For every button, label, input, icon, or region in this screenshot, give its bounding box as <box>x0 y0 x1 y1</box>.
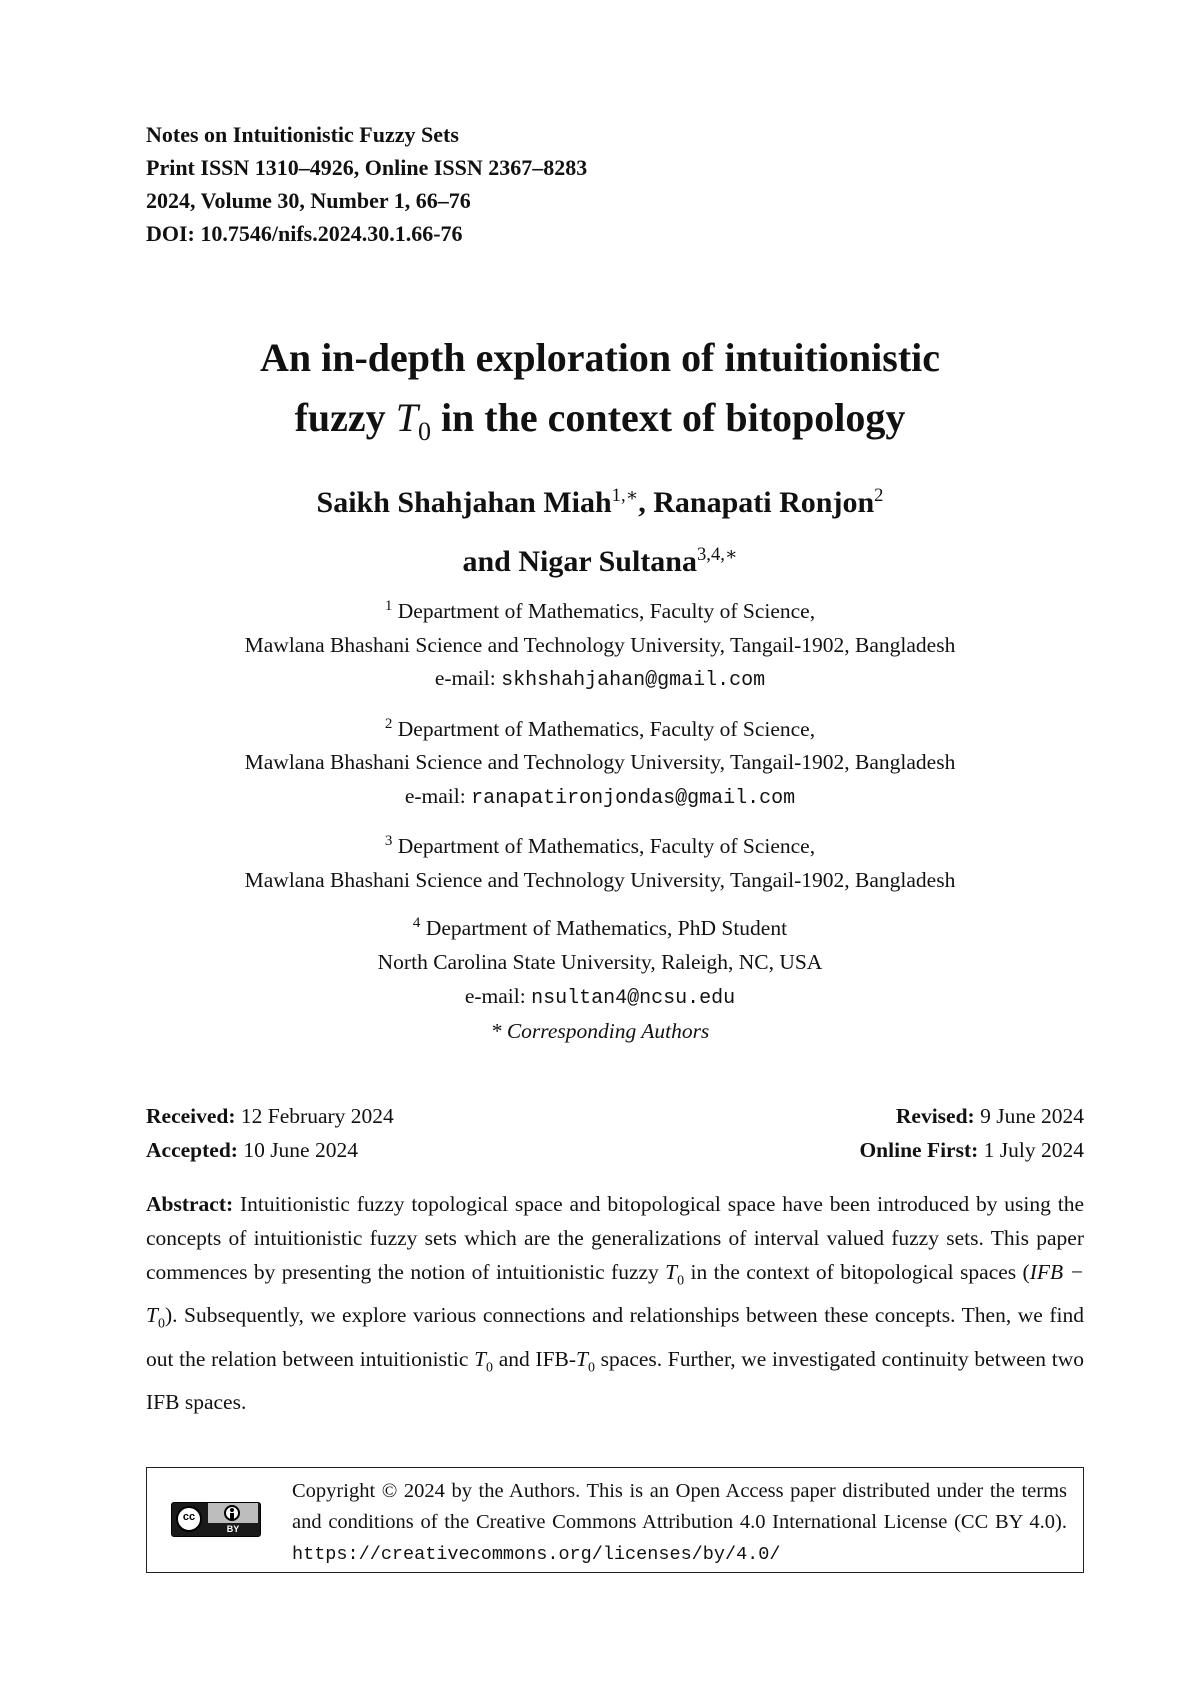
corresponding-note: * Corresponding Authors <box>490 1019 710 1044</box>
affiliation-4-dept: Department of Mathematics, PhD Student <box>425 916 788 941</box>
publication-dates <box>146 1099 1084 1167</box>
affiliation-1-num: 1 <box>384 598 393 614</box>
author-2: Ranapati Ronjon <box>653 486 875 519</box>
author-and: and <box>462 545 519 578</box>
abstract-math-4 <box>576 1346 595 1375</box>
author-list <box>0 470 1200 588</box>
abstract-text-2: in the context of bitopological spaces ( <box>684 1260 1030 1284</box>
journal-volume: 2024, Volume 30, Number 1, 66–76 <box>146 188 471 213</box>
abstract-math-2-symbol: IFB − T <box>146 1260 1085 1328</box>
journal-header <box>146 118 587 250</box>
attribution-person-icon <box>224 1505 240 1521</box>
affiliation-2 <box>0 708 1200 816</box>
online-first-date <box>859 1133 1084 1167</box>
affiliation-1 <box>0 590 1200 698</box>
affiliation-1-email-row <box>0 662 1200 698</box>
affiliation-4 <box>0 907 1200 1048</box>
email-link[interactable]: nsultan4@ncsu.edu <box>531 986 736 1010</box>
affiliation-2-dept: Department of Mathematics, Faculty of Science, <box>397 716 816 741</box>
journal-doi: DOI: 10.7546/nifs.2024.30.1.66-76 <box>146 221 463 246</box>
title-line-1: An in-depth exploration of intuitionistic <box>259 335 941 380</box>
dates-row-2 <box>146 1133 1084 1167</box>
license-text <box>292 1476 1067 1570</box>
license-box <box>146 1467 1084 1573</box>
title-math-sub: 0 <box>417 417 431 446</box>
email-label: e-mail: <box>404 783 472 808</box>
abstract-math-1-sub: 0 <box>677 1273 685 1289</box>
license-statement: Copyright © 2024 by the Authors. This is an Open Access paper distributed under the terms and conditions of the Creative Commons Attribution 4.0 International License (CC BY 4.0). <box>292 1480 1067 1533</box>
abstract-math-1-symbol: T <box>665 1260 678 1284</box>
abstract-label: Abstract: <box>146 1192 234 1216</box>
author-2-sup: 2 <box>874 485 884 506</box>
author-1-sup: 1,∗ <box>611 485 639 506</box>
accepted-value: 10 June 2024 <box>237 1138 358 1162</box>
cc-by-badge[interactable] <box>171 1502 261 1537</box>
revised-label: Revised: <box>895 1104 975 1128</box>
journal-issn: Print ISSN 1310–4926, Online ISSN 2367–8283 <box>146 155 588 180</box>
revised-value: 9 June 2024 <box>974 1104 1084 1128</box>
accepted-label: Accepted: <box>146 1138 238 1162</box>
revised-date <box>896 1099 1084 1133</box>
abstract-text-3: ). Subsequently, we explore various connections and relationships between these concepts. Then, we find out the relation between intuitionistic <box>146 1303 1084 1371</box>
email-label: e-mail: <box>464 983 532 1008</box>
title-line-2 <box>0 388 1200 462</box>
online-first-label: Online First: <box>859 1138 979 1162</box>
title-line-2-post: in the context of bitopology <box>430 395 906 440</box>
online-first-value: 1 July 2024 <box>978 1138 1084 1162</box>
abstract-math-3 <box>474 1346 494 1375</box>
affiliation-2-email-row <box>0 780 1200 816</box>
abstract-text-1: Intuitionistic fuzzy topological space and bitopological space have been introduced by using the concepts of intuitionistic fuzzy sets which are the generalizations of interval valued fuzzy sets. This paper commences by presenting the notion of intuitionistic fuzzy <box>146 1192 1084 1284</box>
affiliation-3-num: 3 <box>384 833 393 850</box>
email-label: e-mail: <box>434 666 502 691</box>
abstract-math-3-symbol: T <box>474 1346 487 1371</box>
affiliation-4-univ: North Carolina State University, Raleigh, NC, USA <box>377 950 823 975</box>
authors-line-1 <box>0 470 1200 529</box>
authors-line-2 <box>0 529 1200 588</box>
abstract-math-4-symbol: T <box>576 1346 588 1371</box>
email-link[interactable]: ranapatironjondas@gmail.com <box>471 786 796 810</box>
title-math-symbol: T <box>395 395 418 440</box>
title-math-t0 <box>395 395 431 446</box>
abstract-math-1 <box>665 1260 685 1289</box>
affiliation-1-dept: Department of Mathematics, Faculty of Science, <box>397 599 816 624</box>
received-label: Received: <box>146 1104 236 1128</box>
journal-name: Notes on Intuitionistic Fuzzy Sets <box>146 122 459 147</box>
paper-title <box>0 328 1200 462</box>
affiliation-3-line-1 <box>0 825 1200 864</box>
abstract <box>146 1187 1084 1419</box>
affiliation-3 <box>0 825 1200 897</box>
abstract-text-4: and IFB- <box>493 1346 577 1371</box>
affiliation-2-line-1 <box>0 708 1200 747</box>
abstract-math-3-sub: 0 <box>486 1359 494 1375</box>
received-value: 12 February 2024 <box>235 1104 394 1128</box>
abstract-math-2-sub: 0 <box>157 1316 165 1332</box>
affiliation-2-univ: Mawlana Bhashani Science and Technology University, Tangail-1902, Bangladesh <box>244 750 956 775</box>
cc-icon <box>176 1506 202 1532</box>
dates-row-1 <box>146 1099 1084 1133</box>
author-1: Saikh Shahjahan Miah <box>316 486 612 519</box>
affiliations <box>0 590 1200 1059</box>
abstract-math-4-sub: 0 <box>588 1359 595 1375</box>
author-separator: , <box>638 486 654 519</box>
abstract-text-5: spaces. Further, we investigated continuity between two IFB spaces. <box>146 1346 1084 1414</box>
cc-icon-label: cc <box>182 1511 196 1523</box>
author-3-sup: 3,4,∗ <box>697 544 738 565</box>
accepted-date <box>146 1133 358 1167</box>
affiliation-3-dept: Department of Mathematics, Faculty of Science, <box>397 834 816 859</box>
affiliation-3-univ: Mawlana Bhashani Science and Technology University, Tangail-1902, Bangladesh <box>244 867 956 892</box>
title-line-2-pre: fuzzy <box>294 395 396 440</box>
email-link[interactable]: skhshahjahan@gmail.com <box>501 669 766 693</box>
license-url-link[interactable]: https://creativecommons.org/licenses/by/4.0/ <box>292 1544 781 1565</box>
author-3: Nigar Sultana <box>518 545 697 578</box>
affiliation-2-num: 2 <box>384 715 393 732</box>
affiliation-1-line-1 <box>0 590 1200 629</box>
affiliation-4-email-row <box>0 980 1200 1016</box>
by-badge-label: BY <box>226 1524 240 1534</box>
received-date <box>146 1099 394 1133</box>
affiliation-4-num: 4 <box>412 915 421 932</box>
affiliation-4-line-1 <box>0 907 1200 946</box>
affiliation-1-univ: Mawlana Bhashani Science and Technology University, Tangail-1902, Bangladesh <box>244 632 956 657</box>
